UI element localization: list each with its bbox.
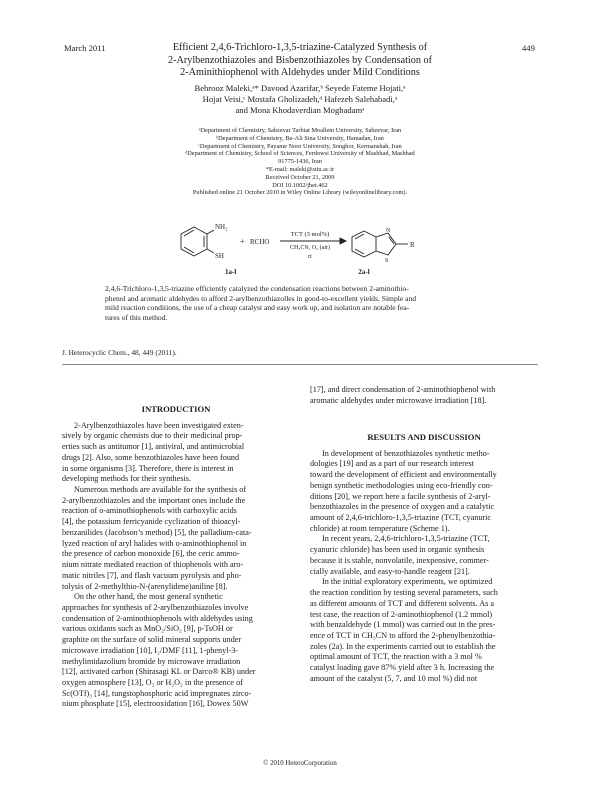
intro-line: oxygen atmosphere [13], O₂ or H₂O₂ in the presence of bbox=[62, 677, 243, 687]
intro-line: [4], the potassium ferricyanide cyclization of thioacyl- bbox=[62, 517, 241, 527]
intro-line: reaction of o-aminothiophenols with carboxylic acids bbox=[62, 506, 237, 516]
affiliation-line: ᵈDepartment of Chemistry, School of Sciences, Ferdowsi University of Mashhad, Mashhad bbox=[185, 150, 415, 158]
results-line: In development of benzothiazoles synthetic metho- bbox=[322, 448, 490, 458]
intro-line: various oxidants such as MnO₂/SiO₂ [9], p-TsOH or bbox=[62, 624, 233, 634]
intro-line: 2-Arylbenzothiazoles have been investigated exten- bbox=[74, 420, 244, 430]
email-line: *E-mail: maleki@sttu.ac.ir bbox=[265, 165, 335, 173]
results-line: In recent years, 2,4,6-trichloro-1,3,5-triazine (TCT, bbox=[322, 534, 490, 544]
results-line: as different amounts of TCT and different solvents. As a bbox=[310, 598, 495, 608]
running-header-date: March 2011 bbox=[64, 43, 106, 53]
r-substituent: R bbox=[410, 241, 415, 249]
intro-cont-line: aromatic aldehydes under microwave irradiation [18]. bbox=[310, 395, 487, 405]
results-line: chloride) at room temperature (Scheme 1). bbox=[310, 523, 450, 533]
introduction-heading: INTRODUCTION bbox=[141, 404, 211, 414]
catalyst-condition: TCT (3 mol%) bbox=[290, 231, 330, 238]
doi: DOI 10.1002/jhet.462 bbox=[272, 181, 328, 189]
intro-line: developing methods for their synthesis. bbox=[62, 474, 191, 484]
intro-line: lyzed reaction of aryl halides with o-aminothiophenol in bbox=[62, 538, 247, 548]
thiazole-ring bbox=[376, 233, 396, 255]
introduction-section bbox=[62, 404, 290, 710]
copyright-footer: © 2010 HeteroCorporation bbox=[263, 760, 337, 767]
intro-line: Sc(OTf)₃ [14], tungstophosphoric acid impregnates zirco- bbox=[62, 688, 252, 698]
intro-line: sively by organic chemists due to their medicinal prop- bbox=[62, 431, 243, 441]
solvent-condition: CH₃CN, O₂ (air) bbox=[289, 245, 331, 251]
article-title bbox=[120, 42, 480, 80]
results-line: toward the development of efficient and environmentally bbox=[310, 470, 497, 480]
results-line: amount of the catalyst (5, 7, and 10 mol %) did not bbox=[310, 673, 478, 683]
nitrogen-atom: N bbox=[386, 228, 391, 234]
affiliation-line: ᵇDepartment of Chemistry, Bu-Ali Sina University, Hamadan, Iran bbox=[216, 134, 384, 142]
author-line: Behrooz Maleki,ᵃ* Davood Azarifar,ᵇ Seyede Fateme Hojati,ᵃ bbox=[194, 83, 406, 93]
reactant-label: 1a-l bbox=[225, 268, 237, 276]
intro-line: condensation of 2-aminothiophenols with aldehydes using bbox=[62, 613, 253, 623]
reactant-benzene-ring bbox=[181, 227, 207, 256]
intro-line: Numerous methods are available for the synthesis of bbox=[74, 485, 247, 495]
intro-line: graphite on the surface of solid mineral supports under bbox=[62, 635, 242, 645]
received-date: Received October 21, 2009 bbox=[265, 173, 335, 181]
intro-line: tolysis of 2-methylthio-N-(arenylidene)aniline [8]. bbox=[62, 581, 228, 591]
intro-line: methylimidazolium bromide by microwave irradiation bbox=[62, 656, 241, 666]
intro-line: erties such as antitumor [1], antiviral, and antimicrobial bbox=[62, 442, 245, 452]
title-line: Efficient 2,4,6-Trichloro-1,3,5-triazine-Catalyzed Synthesis of bbox=[172, 42, 428, 53]
results-line: test case, the reaction of 2-aminothiophenol (1.2 mmol) bbox=[310, 609, 493, 619]
results-line: ence of TCT in CH₃CN to afford the 2-phenylbenzothia- bbox=[310, 630, 496, 640]
affiliation-line: 91775-1436, Iran bbox=[278, 158, 322, 166]
results-line: optimal amount of TCT, the reaction with a 3 mol % bbox=[310, 652, 482, 662]
product-label: 2a-l bbox=[358, 268, 370, 276]
intro-line: microwave irradiation [10], I₂/DMF [11], 1-phenyl-3- bbox=[62, 645, 239, 655]
results-line: zoles (2a). In the experiments carried out to establish the bbox=[310, 641, 496, 651]
intro-line: [12], activated carbon (Shirasagi KL or Darco® KB) under bbox=[62, 667, 256, 677]
affiliation-line: ᶜDepartment of Chemistry, Payame Noor University, Songhor, Kermanshah, Iran bbox=[198, 142, 402, 150]
results-line: cyanuric chloride) has been used in organic synthesis bbox=[310, 545, 485, 555]
intro-line: 2-arylbenzothiazoles and the important ones include the bbox=[62, 495, 246, 505]
introduction-continued bbox=[310, 385, 538, 406]
amino-group: NH₂ bbox=[215, 223, 228, 231]
product-benzene-ring bbox=[352, 231, 376, 257]
section-divider bbox=[62, 364, 538, 365]
title-line: 2-Arylbenzothiazoles and Bisbenzothiazoles by Condensation of bbox=[168, 54, 432, 66]
aldehyde-reagent: RCHO bbox=[250, 238, 270, 246]
results-line: ditions [20], we report here a facile synthesis of 2-aryl- bbox=[310, 491, 491, 501]
abstract-line: 2,4,6-Trichloro-1,3,5-triazine efficiently catalyzed the condensation reactions between 2-aminothio- bbox=[105, 284, 409, 293]
author-line: Hojat Veisi,ᶜ Mostafa Gholizadeh,ᵈ Hafezeh Salehabadi,ᵃ bbox=[202, 94, 398, 105]
reaction-scheme bbox=[180, 217, 500, 277]
title-line: 2-Aminithiophenol with Aldehydes under Mild Conditions bbox=[180, 67, 420, 79]
intro-line: in some organisms [3]. Therefore, there is interest in bbox=[62, 463, 234, 473]
intro-line: matic nitriles [7], and flash vacuum pyrolysis and pho- bbox=[62, 570, 242, 580]
intro-line: the presence of carbon monoxide [6], the ceric ammo- bbox=[62, 549, 240, 559]
intro-line: On the other hand, the most general synthetic bbox=[74, 592, 223, 602]
results-line: because it is stable, nonvolatile, inexpensive, commer- bbox=[310, 555, 489, 565]
results-line: benign synthetic methodologies using eco-friendly con- bbox=[310, 480, 493, 490]
results-line: dologies [19] and as a part of our research interest bbox=[310, 459, 474, 469]
affiliations bbox=[120, 127, 480, 197]
abstract bbox=[105, 284, 500, 323]
published-online: Published online 21 October 2010 in Wiley Online Library (wileyonlinelibrary.com). bbox=[192, 189, 408, 197]
temperature-condition: rt bbox=[308, 254, 312, 260]
intro-line: nium phosphate [15], electrooxidation [16], Dowex 50W bbox=[62, 699, 249, 709]
results-heading: RESULTS AND DISCUSSION bbox=[367, 432, 481, 442]
sulfur-atom: S bbox=[385, 258, 389, 264]
affiliation-line: ᵃDepartment of Chemistry, Sabzevar Tarbiat Moallem University, Sabzevar, Iran bbox=[198, 127, 402, 134]
results-line: the reaction condition by testing several parameters, such bbox=[310, 588, 498, 598]
results-line: In the initial exploratory experiments, we optimized bbox=[322, 577, 493, 587]
plus-sign: + bbox=[240, 237, 245, 246]
thiol-group: SH bbox=[215, 252, 224, 260]
author-list bbox=[120, 83, 480, 117]
intro-line: nium nitrate mediated reaction of thiophenols with aro- bbox=[62, 560, 244, 570]
results-line: amount of 2,4,6-trichloro-1,3,5-triazine (TCT, cyanuric bbox=[310, 513, 492, 523]
results-section bbox=[310, 432, 538, 685]
abstract-line: mild reaction conditions, the use of a cheap catalyst and easy work up, and isolation are notable fea- bbox=[105, 303, 410, 313]
journal-citation: J. Heterocyclic Chem., 48, 449 (2011). bbox=[62, 348, 177, 357]
abstract-line: tures of this method. bbox=[105, 313, 168, 323]
results-line: benzothiazoles in the presence of oxygen and a catalytic bbox=[310, 502, 495, 512]
intro-line: approaches for synthesis of 2-arylbenzothiazoles involve bbox=[62, 602, 249, 612]
abstract-line: phenol and aromatic aldehydes to afford 2-arylbenzothiazolles in good-to-excellent yields. Simple and bbox=[105, 293, 417, 303]
intro-line: benzanilides (Jacobson’s method) [5], the palladium-cata- bbox=[62, 527, 252, 537]
results-line: with benzaldehyde (1 mmol) was carried out in the pres- bbox=[310, 620, 496, 630]
intro-line: drugs [2]. Also, some benzothiazoles have been found bbox=[62, 452, 240, 462]
page-number: 449 bbox=[522, 43, 535, 53]
results-line: catalyst loading gave 87% yield after 3 h. Increasing the bbox=[310, 663, 495, 673]
intro-cont-line: [17], and direct condensation of 2-aminothiophenol with bbox=[310, 385, 496, 394]
results-line: cially available, and easy-to-handle reagent [21]. bbox=[310, 566, 470, 576]
author-line: and Mona Khodaverdian Moghadamᵃ bbox=[235, 105, 365, 116]
